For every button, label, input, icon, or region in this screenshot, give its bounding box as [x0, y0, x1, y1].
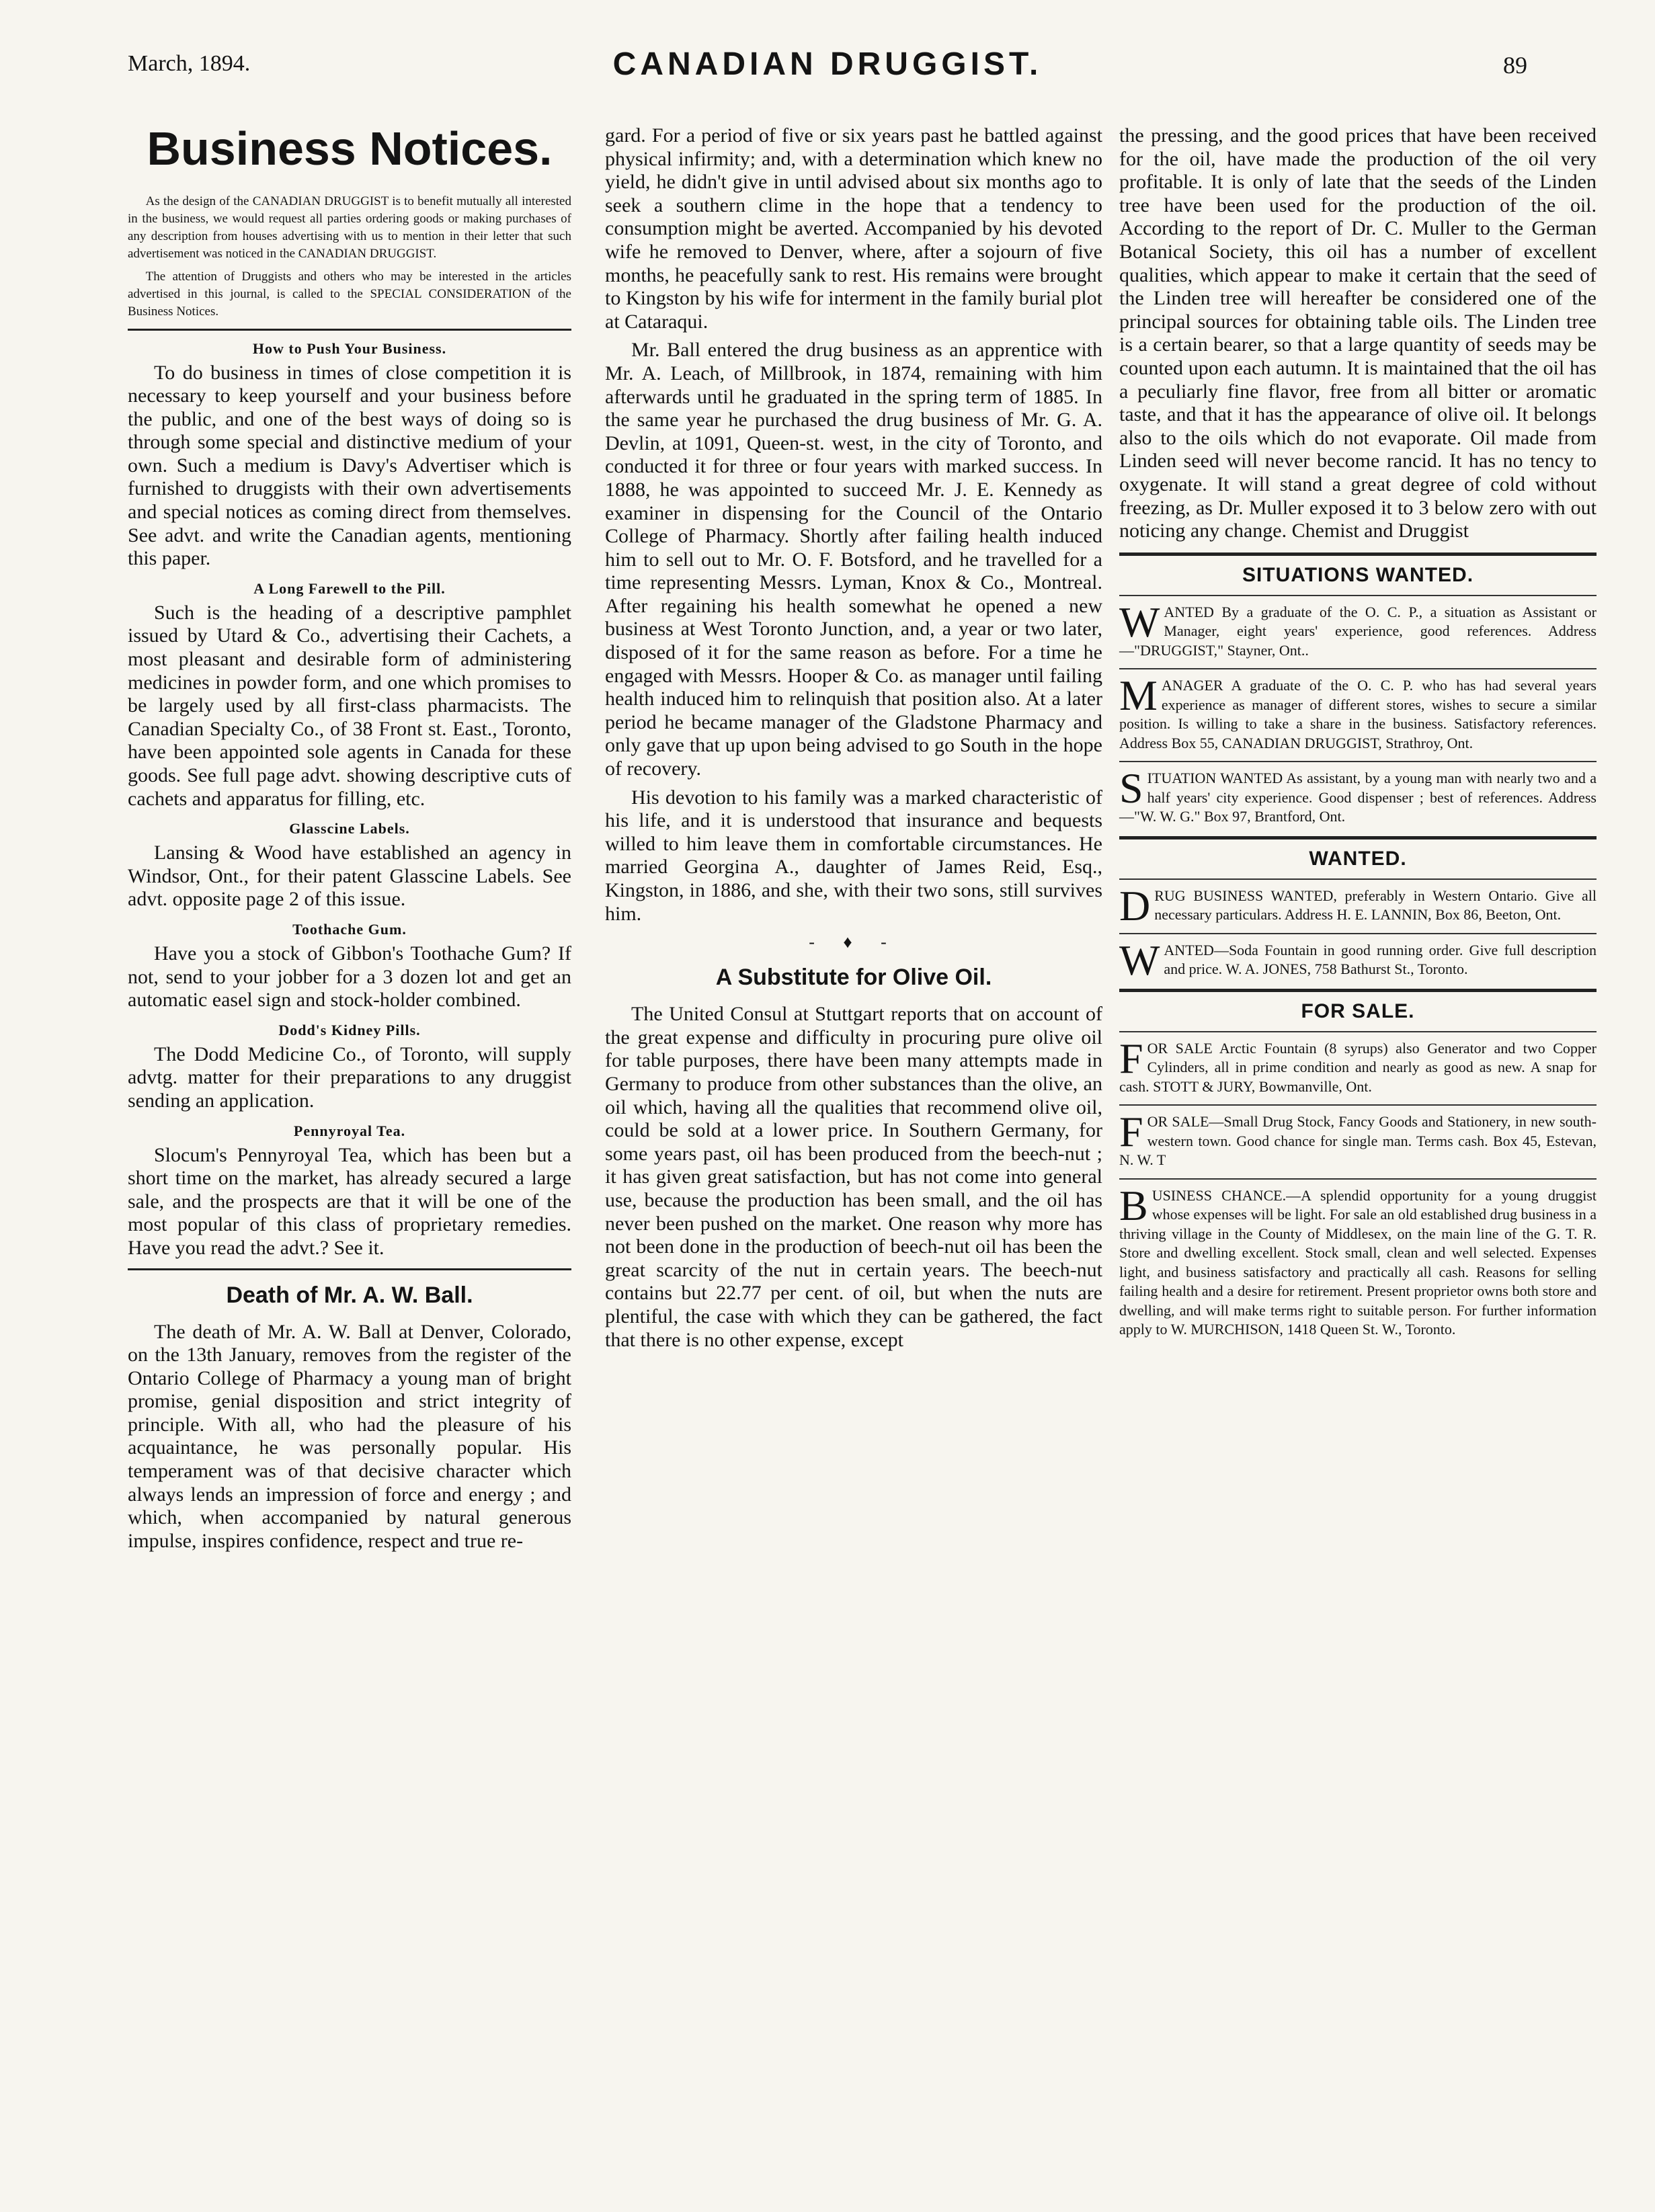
classified-ad: MANAGER A graduate of the O. C. P. who has had several years experience as manager of different stores, wishes to secure a similar position. Is willing to take a share in the business. Satisfactory references. Address Box 55, CANADIAN DRUGGIST, Strathroy, Ont. [1119, 671, 1597, 751]
section-title-situations: SITUATIONS WANTED. [1242, 563, 1474, 586]
classified-ad: BUSINESS CHANCE.—A splendid opportunity for a young druggist whose expenses will be light. For sale an old established drug business in a thriving village in the County of Middlesex, on the main line of the G. T. R. Store and dwelling excellent. Stock small, clean and well selected. Expenses light, and business satisfactory and practically all cash. Reasons for selling failing health and a desire for retirement. Present proprietor owns both store and dwelling, and will make terms right to suitable person. For further information apply to W. MURCHISON, 1418 Queen St. W., Toronto. [1119, 1181, 1597, 1338]
journal-title: CANADIAN DRUGGIST. [612, 46, 1043, 82]
divider [1119, 668, 1597, 669]
divider [1119, 1104, 1597, 1106]
column-left [128, 124, 571, 1558]
divider [1119, 1031, 1597, 1032]
classified-ad: SITUATION WANTED As assistant, by a young man with nearly two and a half years' city experience. Good dispenser ; best of references. Address—"W. W. G." Box 97, Brantford, Ont. [1119, 764, 1597, 825]
classified-ad: WANTED—Soda Fountain in good running order. Give full description and price. W. A. JONES, 758 Bathurst St., Toronto. [1119, 936, 1597, 984]
divider [1119, 595, 1597, 596]
section-title-wanted: WANTED. [1309, 847, 1407, 870]
divider [1119, 761, 1597, 762]
divider [1119, 989, 1597, 992]
article-paragraph: The death of Mr. A. W. Ball at Denver, Colorado, on the 13th January, removes from the register of the Ontario College of Pharmacy a young man of bright promise, genial disposition and strict integrity of principle. With all, who had the pleasure of his acquaintance, he was personally popular. His temperament was of that decisive character which always lends an impression of force and energy ; and which, when accompanied by natural generous impulse, inspires confidence, respect and true re- [128, 1320, 571, 1552]
divider [1119, 836, 1597, 839]
notice-heading: Pennyroyal Tea. [293, 1122, 406, 1139]
notice-body: Have you a stock of Gibbon's Toothache Gum? If not, send to your jobber for a 3 dozen lot and get an automatic easel sign and stock-holder combined. [128, 942, 571, 1012]
intro-paragraph: The attention of Druggists and others who may be interested in the articles advertised in this journal, is called to the SPECIAL CONSIDERATION of the Business Notices. [128, 269, 571, 319]
classified-ad: DRUG BUSINESS WANTED, preferably in Western Ontario. Give all necessary particulars. Address H. E. LANNIN, Box 86, Beeton, Ont. [1119, 881, 1597, 930]
divider [1119, 878, 1597, 880]
page-header [128, 44, 1527, 91]
article-title: A Substitute for Olive Oil. [715, 965, 992, 991]
column-right [1119, 124, 1597, 1345]
article-paragraph: The United Consul at Stuttgart reports that on account of the great expense and difficulty in procuring pure olive oil for table purposes, there have been many attempts made in Germany to produce from other substances than the olive, an oil which, having all the qualities that recommend olive oil, could be sold at a lower price. In Southern Germany, for some years past, oil has been produced from the beech-nut ; it has given great satisfaction, but has not come into general use, because the production has been small, and the oil has never been pushed on the market. One reason why more has not been done in the production of beech-nut oil has been the great scarcity of the nut in certain years. The beech-nut contains but 22.77 per cent. of oil, but when the nuts are plentiful, the case with which they can be gathered, the fact that there is no other expense, except [605, 1003, 1102, 1351]
classified-ad: FOR SALE Arctic Fountain (8 syrups) also Generator and two Copper Cylinders, all in prime condition and nearly as good as new. A snap for cash. STOTT & JURY, Bowmanville, Ont. [1119, 1034, 1597, 1095]
classified-ad: WANTED By a graduate of the O. C. P., a situation as Assistant or Manager, eight years' experience, good references. Address—"DRUGGIST," Stayner, Ont.. [1119, 598, 1597, 659]
issue-date: March, 1894. [128, 51, 251, 76]
notice-heading: How to Push Your Business. [252, 339, 447, 357]
article-paragraph: the pressing, and the good prices that have been received for the oil, have made the production of the oil very profitable. It is only of late that the seeds of the Linden tree have been used for the production of the oil. According to the report of Dr. C. Muller to the German Botanical Society, this oil has a number of excellent qualities, which appear to make it certain that the seed of the Linden tree will hereafter be considered one of the principal sources for obtaining table oils. The Linden tree is a certain bearer, so that a large quantity of seeds may be counted upon each autumn. It is maintained that the oil has a peculiarly fine flavor, free from all bitter or aromatic taste, and that it has the appearance of olive oil. It belongs also to the oils which do not evaporate. Oil made from Linden seed will never become rancid. It has no tency to oxygenate. It will stand a great degree of cold without freezing, as Dr. Muller exposed it to 3 below zero with out noticing any change. Chemist and Druggist [1119, 124, 1597, 542]
notice-heading: Glasscine Labels. [289, 820, 410, 837]
divider [1119, 552, 1597, 556]
column-middle [605, 124, 1102, 1357]
intro-paragraph: As the design of the CANADIAN DRUGGIST is to benefit mutually all interested in the business, we would request all parties ordering goods or making purchases of any description from houses advertising with us to mention in their letter that such advertisement was noticed in the CANADIAN DRUGGIST. [128, 194, 571, 261]
section-ornament: - ♦ - [809, 932, 899, 952]
notice-body: Lansing & Wood have established an agency in Windsor, Ont., for their patent Glasscine Labels. See advt. opposite page 2 of this issue. [128, 842, 571, 911]
classified-ad: FOR SALE—Small Drug Stock, Fancy Goods and Stationery, in new south-western town. Good chance for single man. Terms cash. Box 45, Estevan, N. W. T [1119, 1108, 1597, 1169]
divider [1119, 1178, 1597, 1180]
section-title-for-sale: FOR SALE. [1301, 999, 1415, 1022]
notice-heading: Dodd's Kidney Pills. [278, 1021, 421, 1038]
article-paragraph: His devotion to his family was a marked characteristic of his life, and it is understood that insurance and bequests willed to him leave them in comfortable circumstances. He married Georgina A., daughter of James Reid, Esq., Kingston, in 1886, and she, with their two sons, still survives him. [605, 786, 1102, 925]
article-title: Death of Mr. A. W. Ball. [226, 1282, 473, 1308]
divider [1119, 933, 1597, 934]
notice-body: Such is the heading of a descriptive pamphlet issued by Utard & Co., advertising their Cachets, a most pleasant and desirable form of administering medicines in powder form, and one which promises to be largely used by all first-class pharmacists. The Canadian Specialty Co., of 38 Front st. East., Toronto, have been appointed sole agents in Canada for these goods. See full page advt. showing descriptive cuts of cachets and apparatus for filling, etc. [128, 601, 571, 810]
business-notices-title: Business Notices. [147, 122, 553, 175]
notice-body: To do business in times of close competition it is necessary to keep yourself and your business before the public, and one of the best ways of doing so is through some special and distinctive medium of your own. Such a medium is Davy's Advertiser which is furnished to druggists with their own advertisements and special notices as coming direct from themselves. See advt. and write the Canadian agents, mentioning this paper. [128, 361, 571, 570]
page-number: 89 [1503, 52, 1527, 79]
notice-heading: Toothache Gum. [292, 920, 407, 938]
notice-body: The Dodd Medicine Co., of Toronto, will supply advtg. matter for their preparations to any druggist sending an application. [128, 1042, 571, 1112]
divider [128, 1268, 571, 1270]
divider [128, 329, 571, 331]
notice-heading: A Long Farewell to the Pill. [253, 579, 446, 597]
notice-body: Slocum's Pennyroyal Tea, which has been but a short time on the market, has already secured a large sale, and the prospects are that it will be one of the most popular of this class of proprietary remedies. Have you read the advt.? See it. [128, 1143, 571, 1259]
article-paragraph: Mr. Ball entered the drug business as an apprentice with Mr. A. Leach, of Millbrook, in 1874, remaining with him afterwards until he graduated in the spring term of 1885. In the same year he purchased the drug business of Mr. G. A. Devlin, at 1091, Queen-st. west, in the city of Toronto, and conducted it for three or four years with marked success. In 1888, he was appointed to succeed Mr. J. E. Kennedy as examiner in dispensing for the Council of the Ontario College of Pharmacy. Shortly after failing health induced him to sell out to Mr. O. F. Botsford, and he travelled for a time representing Messrs. Lyman, Knox & Co., Montreal. After regaining his health somewhat he opened a new business at West Toronto Junction, and, a year or two later, disposed of it for the same reason as before. For a time he engaged with Messrs. Hooper & Co. as manager until failing health induced him to relinquish that position also. At a later period he became manager of the Gladstone Pharmacy and only gave that up upon being advised to go South in the hope of recovery. [605, 339, 1102, 780]
article-paragraph: gard. For a period of five or six years past he battled against physical infirmity; and, with a determination which knew no yield, he didn't give in until advised about six months ago to seek a southern clime in the hope that a tendency to consumption might be averted. Accompanied by his devoted wife he removed to Denver, where, after a sojourn of five months, he peacefully sank to rest. His remains were brought to Kingston by his wife for interment in the family burial plot at Cataraqui. [605, 124, 1102, 333]
